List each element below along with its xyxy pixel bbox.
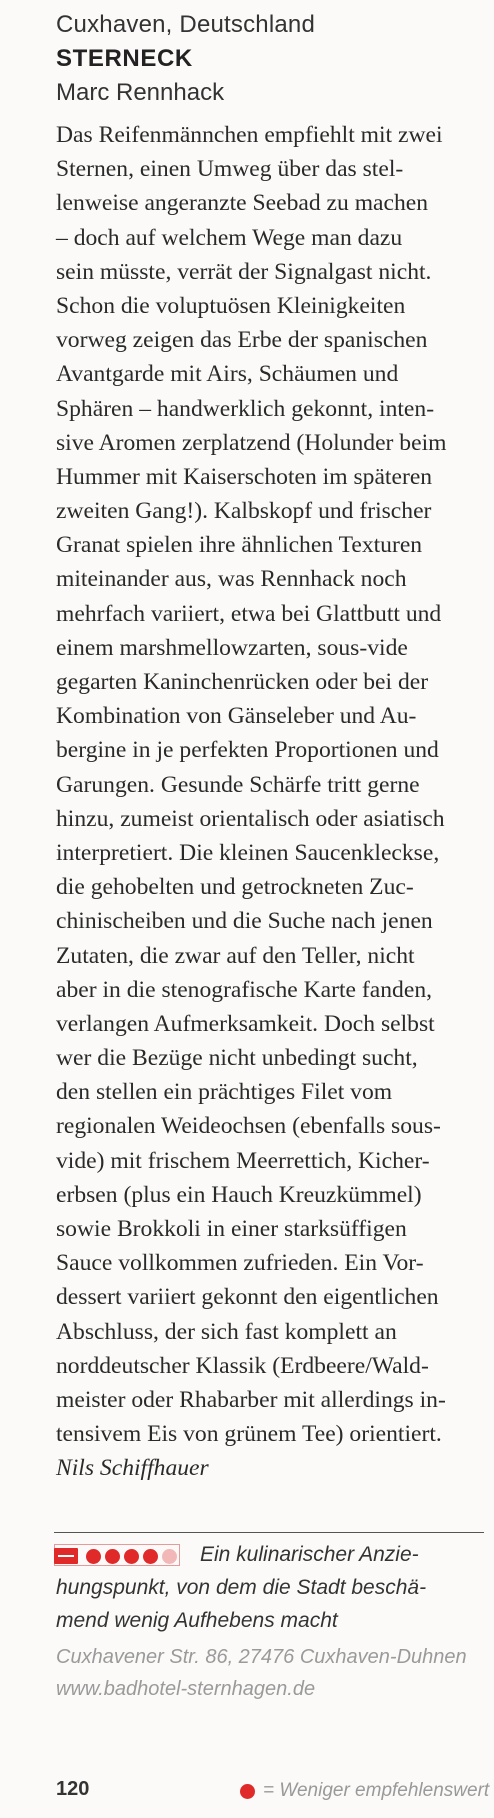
review-line: meister oder Rhabarber mit allerdings in- <box>56 1386 446 1413</box>
address-block <box>56 1641 467 1705</box>
divider <box>54 1532 484 1533</box>
legend-text: = Weniger empfehlenswert <box>263 1780 490 1801</box>
review-line: sowie Brokkoli in einer starksüffigen <box>56 1216 407 1242</box>
verdict <box>56 1538 486 1637</box>
review-line: regionalen Weideochsen (ebenfalls sous- <box>56 1113 441 1140</box>
review-line: bergine in je perfekten Proportionen und <box>56 737 439 764</box>
article-header <box>56 8 315 110</box>
review-line: vide) mit frischem Meerrettich, Kicher- <box>56 1147 430 1174</box>
review-line: aber in die stenografische Karte fanden, <box>56 976 433 1003</box>
review-line: sein müsste, verrät der Signalgast nicht. <box>56 258 432 285</box>
red-dot-icon <box>240 1784 255 1799</box>
review-line: Hummer mit Kaiserschoten im späteren <box>56 463 433 490</box>
review-line: sive Aromen zerplatzend (Holunder beim <box>56 429 447 456</box>
review-line: dessert variiert gekonnt den eigentlichen <box>56 1284 439 1311</box>
review-line: norddeutscher Klassik (Erdbeere/Wald- <box>56 1352 429 1379</box>
review-line: Garungen. Gesunde Schärfe tritt gerne <box>56 771 420 798</box>
review-line: Avantgarde mit Airs, Schäumen und <box>56 361 399 388</box>
review-line: zweiten Gang!). Kalbskopf und frischer <box>56 498 432 525</box>
review-line: Das Reifenmännchen empfiehlt mit zwei <box>56 122 443 148</box>
website-link[interactable]: www.badhotel-sternhagen.de <box>56 1678 316 1700</box>
review-line: miteinander aus, was Rennhack noch <box>56 566 407 593</box>
review-line: die gehobelten und getrockneten Zuc- <box>56 874 414 901</box>
review-line: Sternen, einen Umweg über das stel- <box>56 156 404 183</box>
review-line: Zutaten, die zwar auf den Teller, nicht <box>56 942 415 969</box>
review-line: Sauce vollkommen zufrieden. Ein Vor- <box>56 1250 424 1277</box>
review-line: wer die Bezüge nicht unbedingt sucht, <box>56 1045 418 1072</box>
review-line: lenweise angeranzte Seebad zu machen <box>56 190 429 217</box>
review-line: gegarten Kaninchenrücken oder bei der <box>56 669 429 695</box>
review-line: Sphären – handwerklich gekonnt, inten- <box>56 395 435 422</box>
review-line: einem marshmellowzarten, sous-vide <box>56 634 408 661</box>
page-number: 120 <box>56 1778 90 1800</box>
review-line: Abschluss, der sich fast komplett an <box>56 1318 397 1345</box>
review-line: Kombination von Gänseleber und Au- <box>56 703 417 730</box>
review-line: den stellen ein prächtiges Filet vom <box>56 1079 393 1106</box>
review-author: Nils Schiffhauer <box>56 1455 209 1482</box>
review-line: Schon die voluptuösen Kleinigkeiten <box>56 292 406 319</box>
rating-legend <box>240 1776 494 1806</box>
review-line: mehrfach variiert, etwa bei Glattbutt und <box>56 600 442 627</box>
review-line: – doch auf welchem Wege man dazu <box>56 224 403 251</box>
chef-name: Marc Rennhack <box>56 79 225 106</box>
review-line: vorweg zeigen das Erbe der spanischen <box>56 327 428 354</box>
review-line: hinzu, zumeist orientalisch oder asiatisch <box>56 805 445 832</box>
review-line: chinischeiben und die Suche nach jenen <box>56 908 433 935</box>
review-line: erbsen (plus ein Hauch Kreuzkümmel) <box>56 1181 422 1208</box>
restaurant-name: STERNECK <box>56 45 193 72</box>
city-heading: Cuxhaven, Deutschland <box>56 11 316 38</box>
review-line: verlangen Aufmerksamkeit. Doch selbst <box>56 1010 435 1037</box>
street-address: Cuxhavener Str. 86, 27476 Cuxhaven-Duhnen <box>56 1646 467 1668</box>
review-line: tensivem Eis von grünem Tee) orientiert. <box>56 1421 442 1448</box>
review-body <box>56 118 476 1486</box>
verdict-line: mend wenig Aufhebens macht <box>56 1609 338 1632</box>
verdict-line: hungspunkt, von dem die Stadt beschä- <box>56 1576 427 1599</box>
verdict-line: Ein kulinarischer Anzie- <box>200 1543 419 1566</box>
review-line: interpretiert. Die kleinen Saucenkleckse, <box>56 839 440 866</box>
review-line: Granat spielen ihre ähnlichen Texturen <box>56 532 423 559</box>
